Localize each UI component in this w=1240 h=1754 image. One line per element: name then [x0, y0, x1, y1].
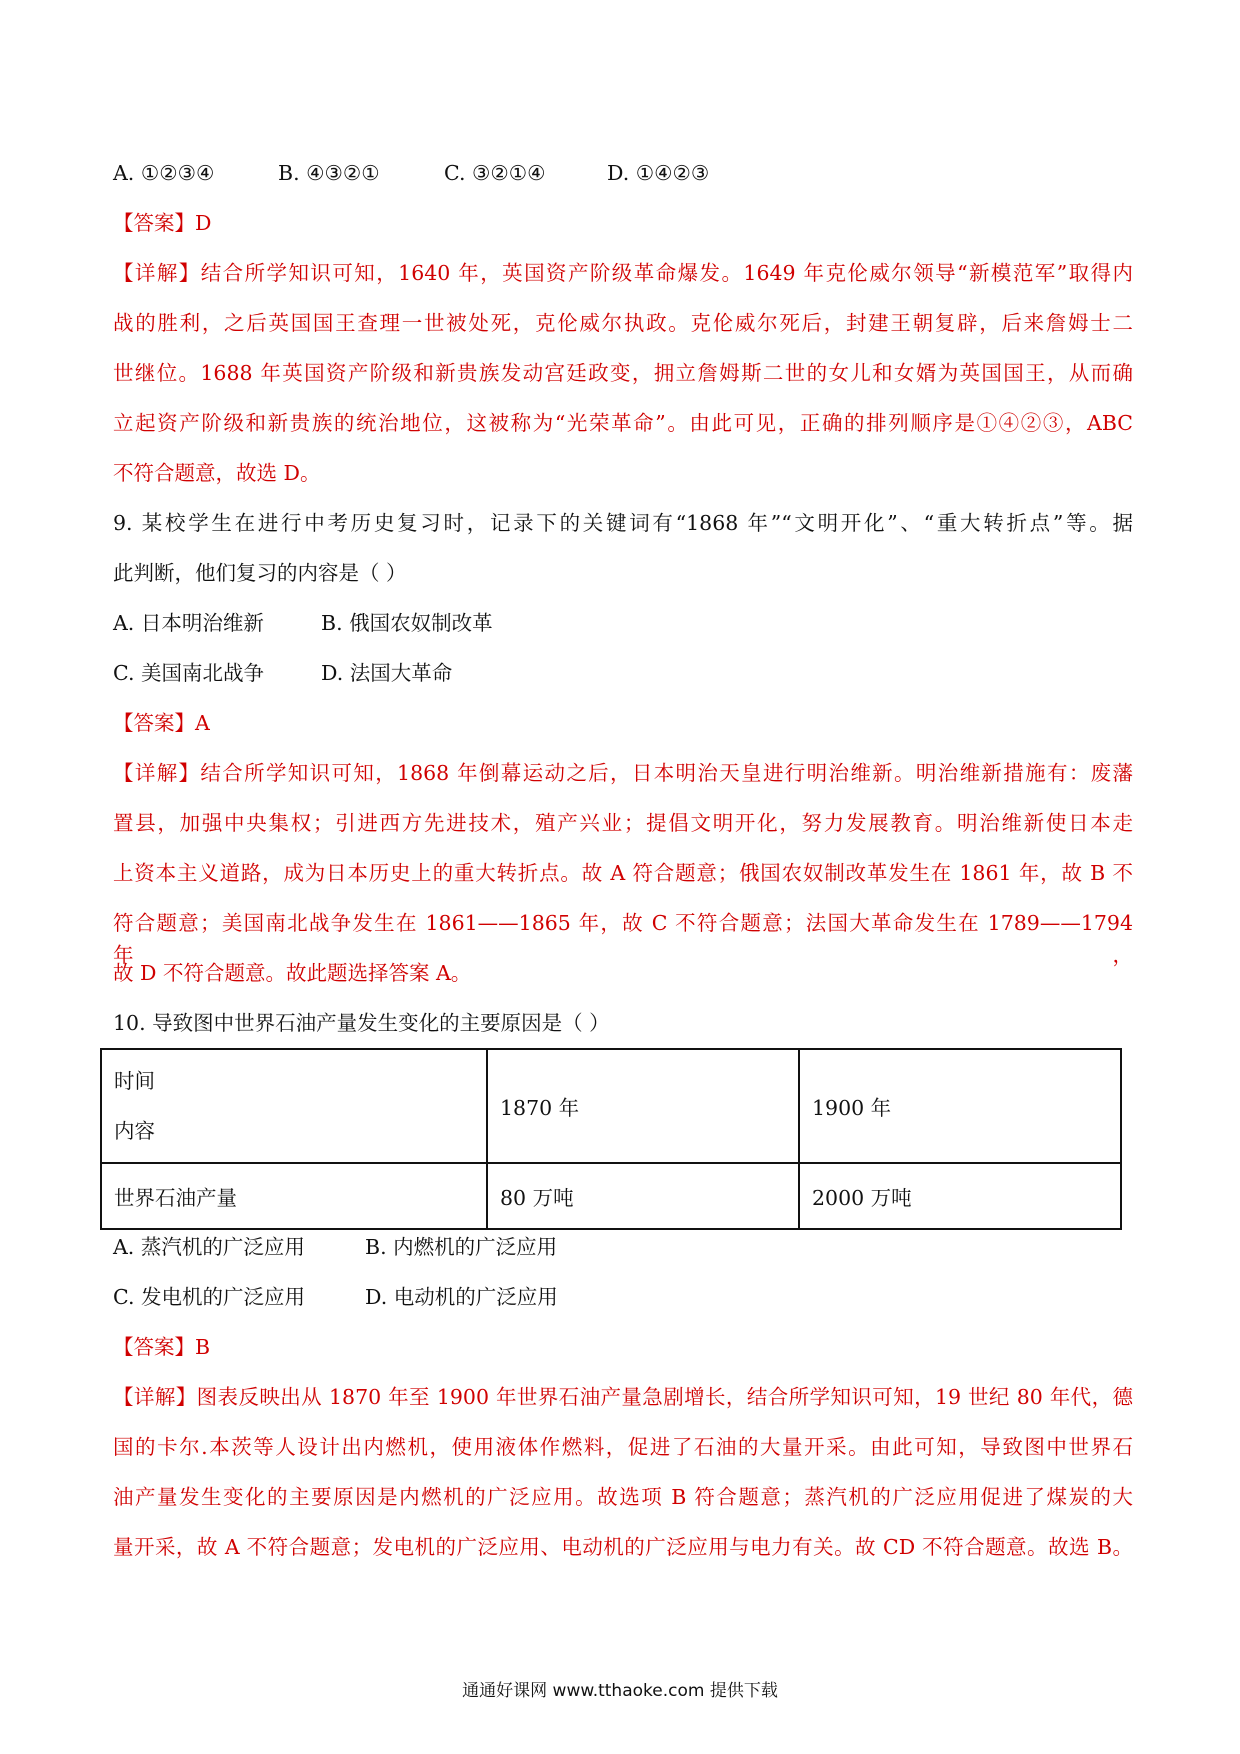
q8-option-a: A. ①②③④: [113, 161, 215, 185]
q10-detail-line-3: 油产量发生变化的主要原因是内燃机的广泛应用。故选项 B 符合题意；蒸汽机的广泛应用促进了煤炭的大: [113, 1485, 1133, 1509]
q9-option-d: D. 法国大革命: [321, 661, 453, 685]
q9-question-line-1: 9. 某校学生在进行中考历史复习时，记录下的关键词有“1868 年”“文明开化”、“重大转折点”等。据: [113, 511, 1133, 535]
header-year-1900: 1900 年: [799, 1049, 1121, 1163]
q10-option-a: A. 蒸汽机的广泛应用: [113, 1235, 305, 1259]
q8-detail-line-2: 战的胜利，之后英国国王查理一世被处死，克伦威尔执政。克伦威尔死后，封建王朝复辟，后来詹姆士二: [113, 311, 1133, 335]
value-1870: 80 万吨: [487, 1163, 799, 1229]
q8-options: [113, 157, 1133, 189]
answer-value: B: [195, 1335, 211, 1359]
q10-option-c: C. 发电机的广泛应用: [113, 1285, 305, 1309]
q8-answer: [113, 207, 1133, 239]
q8-detail-line-5: 不符合题意，故选 D。: [113, 461, 321, 485]
header-content-label: 内容: [114, 1119, 155, 1143]
q9-option-b: B. 俄国农奴制改革: [321, 611, 493, 635]
q9-option-c: C. 美国南北战争: [113, 661, 264, 685]
q9-detail-line-2: 置县，加强中央集权；引进西方先进技术，殖产兴业；提倡文明开化，努力发展教育。明治维新使日本走: [113, 811, 1133, 835]
q9-options-row-2: [113, 657, 1133, 689]
q9-option-a: A. 日本明治维新: [113, 611, 264, 635]
answer-value: A: [195, 711, 210, 735]
table-header-row: [101, 1049, 1121, 1163]
q8-detail-line-4: 立起资产阶级和新贵族的统治地位，这被称为“光荣革命”。由此可见，正确的排列顺序是①④②③，ABC: [113, 411, 1133, 435]
oil-production-table: [100, 1048, 1122, 1230]
row-label-oil-production: 世界石油产量: [101, 1163, 487, 1229]
table-corner-cell: [101, 1049, 487, 1163]
q9-detail-line-1: [113, 757, 1133, 789]
q10-question: 10. 导致图中世界石油产量发生变化的主要原因是（ ）: [113, 1011, 610, 1035]
q10-answer: [113, 1331, 1133, 1363]
table-row: [101, 1163, 1121, 1229]
detail-text: 图表反映出从 1870 年至 1900 年世界石油产量急剧增长，结合所学知识可知，19 世纪 80 年代，德: [196, 1385, 1133, 1409]
detail-text: 结合所学知识可知，1868 年倒幕运动之后，日本明治天皇进行明治维新。明治维新措施有：废藩: [200, 761, 1134, 785]
detail-tag: 【详解】: [113, 261, 201, 285]
detail-text: 结合所学知识可知，1640 年，英国资产阶级革命爆发。1649 年克伦威尔领导“新模范军”取得内: [200, 261, 1134, 285]
answer-tag: 【答案】: [113, 711, 195, 735]
q9-question-line-2: 此判断，他们复习的内容是（ ）: [113, 561, 407, 585]
q10-options-row-2: [113, 1281, 1133, 1313]
answer-tag: 【答案】: [113, 211, 195, 235]
q9-detail-line-3: 上资本主义道路，成为日本历史上的重大转折点。故 A 符合题意；俄国农奴制改革发生在 1861 年，故 B 不: [113, 861, 1133, 885]
page-footer: 通通好课网 www.tthaoke.com 提供下载: [462, 1681, 778, 1701]
q10-options-row-1: [113, 1231, 1133, 1263]
q10-detail-line-1: [113, 1381, 1133, 1413]
q9-detail-line-5: 故 D 不符合题意。故此题选择答案 A。: [113, 961, 472, 985]
q8-option-d: D. ①④②③: [607, 161, 710, 185]
header-year-1870: 1870 年: [487, 1049, 799, 1163]
q10-option-b: B. 内燃机的广泛应用: [365, 1235, 558, 1259]
q8-detail-line-3: 世继位。1688 年英国资产阶级和新贵族发动宫廷政变，拥立詹姆斯二世的女儿和女婿为英国国王，从而确: [113, 361, 1133, 385]
q8-detail-line-1: [113, 257, 1133, 289]
q9-options-row-1: [113, 607, 1133, 639]
detail-tag: 【详解】: [113, 1385, 197, 1409]
q10-detail-line-2: 国的卡尔.本茨等人设计出内燃机，使用液体作燃料，促进了石油的大量开采。由此可知，导致图中世界石: [113, 1435, 1133, 1459]
q9-detail-line-4: 符合题意；美国南北战争发生在 1861——1865 年，故 C 不符合题意；法国大革命发生在 1789——1794 年，: [113, 911, 1133, 967]
header-time-label: 时间: [114, 1069, 155, 1093]
q8-option-b: B. ④③②①: [278, 161, 380, 185]
q10-detail-line-4: 量开采，故 A 不符合题意；发电机的广泛应用、电动机的广泛应用与电力有关。故 CD 不符合题意。故选 B。: [113, 1535, 1133, 1559]
answer-value: D: [195, 211, 212, 235]
q8-option-c: C. ③②①④: [444, 161, 546, 185]
value-1900: 2000 万吨: [799, 1163, 1121, 1229]
detail-tag: 【详解】: [113, 761, 201, 785]
q9-answer: [113, 707, 1133, 739]
answer-tag: 【答案】: [113, 1335, 195, 1359]
q10-option-d: D. 电动机的广泛应用: [365, 1285, 558, 1309]
